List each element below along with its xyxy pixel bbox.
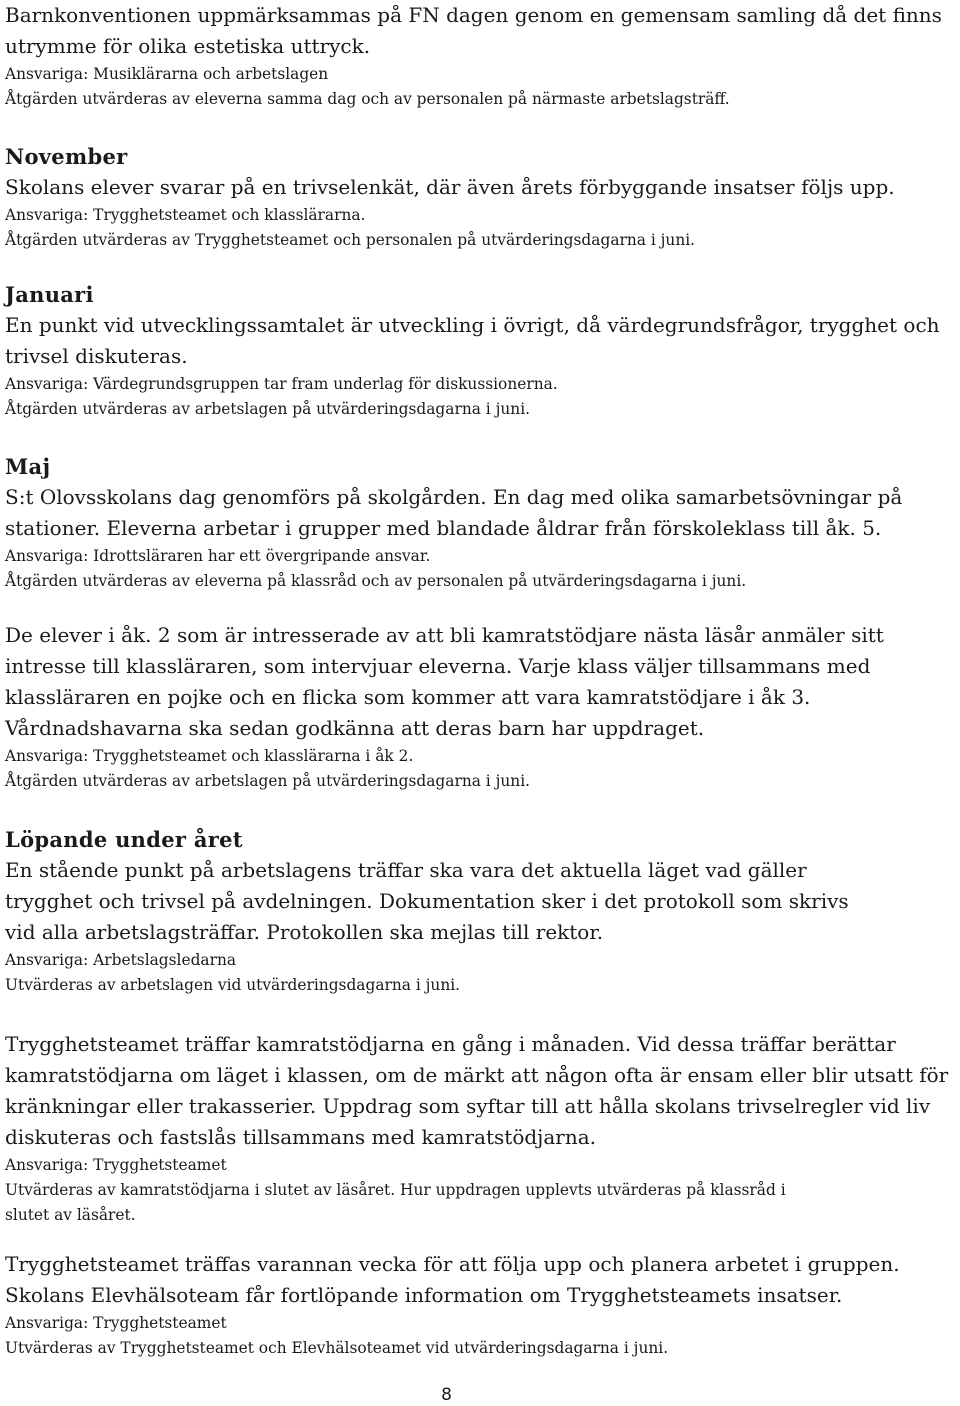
body-text-line: S:t Olovsskolans dag genomförs på skolgården. En dag med olika samarbetsövningar på bbox=[5, 485, 903, 509]
section-januari bbox=[5, 280, 955, 422]
section-heading: Januari bbox=[5, 282, 94, 307]
body-text-line: En stående punkt på arbetslagens träffar ska vara det aktuella läget vad gäller bbox=[5, 858, 807, 882]
evaluation-text: Åtgärden utvärderas av arbetslagen på utvärderingsdagarna i juni. bbox=[5, 772, 531, 790]
section-team-followup bbox=[5, 1249, 955, 1361]
responsible-text: Ansvariga: Idrottsläraren har ett övergripande ansvar. bbox=[5, 547, 431, 565]
section-heading: Maj bbox=[5, 454, 51, 479]
body-text-line: intresse till klassläraren, som intervjuar eleverna. Varje klass väljer tillsammans med bbox=[5, 654, 871, 678]
evaluation-text: Utvärderas av arbetslagen vid utvärderingsdagarna i juni. bbox=[5, 976, 461, 994]
evaluation-text: Utvärderas av kamratstödjarna i slutet av läsåret. Hur uppdragen upplevts utvärderas på klassråd i bbox=[5, 1181, 786, 1199]
responsible-text: Ansvariga: Musiklärarna och arbetslagen bbox=[5, 65, 329, 83]
section-november bbox=[5, 142, 955, 253]
page-number: 8 bbox=[441, 1385, 452, 1405]
evaluation-text: Åtgärden utvärderas av arbetslagen på utvärderingsdagarna i juni. bbox=[5, 400, 531, 418]
body-text-line: Skolans elever svarar på en trivselenkät, där även årets förbyggande insatser följs upp. bbox=[5, 175, 895, 199]
section-heading: November bbox=[5, 144, 128, 169]
body-text-line: Vårdnadshavarna ska sedan godkänna att deras barn har uppdraget. bbox=[5, 716, 705, 740]
body-text-line: stationer. Eleverna arbetar i grupper med blandade åldrar från förskoleklass till åk. 5. bbox=[5, 516, 882, 540]
body-text-line: diskuteras och fastslås tillsammans med kamratstödjarna. bbox=[5, 1125, 597, 1149]
body-text-line: utrymme för olika estetiska uttryck. bbox=[5, 34, 371, 58]
section-heading: Löpande under året bbox=[5, 827, 243, 852]
body-text-line: Skolans Elevhälsoteam får fortlöpande information om Trygghetsteamets insatser. bbox=[5, 1283, 843, 1307]
responsible-text: Ansvariga: Trygghetsteamet och klasslärarna. bbox=[5, 206, 366, 224]
evaluation-text: Åtgärden utvärderas av Trygghetsteamet och personalen på utvärderingsdagarna i juni. bbox=[5, 231, 696, 249]
section-maj bbox=[5, 452, 955, 594]
body-text-line: Trygghetsteamet träffas varannan vecka för att följa upp och planera arbetet i gruppen. bbox=[5, 1252, 900, 1276]
responsible-text: Ansvariga: Trygghetsteamet bbox=[5, 1314, 227, 1332]
body-text-line: kamratstödjarna om läget i klassen, om de märkt att någon ofta är ensam eller blir utsatt för bbox=[5, 1063, 949, 1087]
evaluation-text: Åtgärden utvärderas av eleverna samma dag och av personalen på närmaste arbetslagsträff. bbox=[5, 90, 730, 108]
evaluation-text: slutet av läsåret. bbox=[5, 1206, 136, 1224]
body-text-line: De elever i åk. 2 som är intresserade av att bli kamratstödjare nästa läsår anmäler sitt bbox=[5, 623, 884, 647]
body-text-line: trygghet och trivsel på avdelningen. Dokumentation sker i det protokoll som skrivs bbox=[5, 889, 849, 913]
body-text-line: vid alla arbetslagsträffar. Protokollen ska mejlas till rektor. bbox=[5, 920, 604, 944]
responsible-text: Ansvariga: Trygghetsteamet och klasslärarna i åk 2. bbox=[5, 747, 414, 765]
body-text-line: trivsel diskuteras. bbox=[5, 344, 188, 368]
evaluation-text: Utvärderas av Trygghetsteamet och Elevhälsoteamet vid utvärderingsdagarna i juni. bbox=[5, 1339, 669, 1357]
body-text-line: kränkningar eller trakasserier. Uppdrag som syftar till att hålla skolans trivselregler vid liv bbox=[5, 1094, 931, 1118]
responsible-text: Ansvariga: Trygghetsteamet bbox=[5, 1156, 227, 1174]
evaluation-text: Åtgärden utvärderas av eleverna på klassråd och av personalen på utvärderingsdagarna i juni. bbox=[5, 572, 747, 590]
section-intro bbox=[5, 0, 955, 112]
body-text-line: klassläraren en pojke och en flicka som kommer att vara kamratstödjare i åk 3. bbox=[5, 685, 811, 709]
responsible-text: Ansvariga: Arbetslagsledarna bbox=[5, 951, 237, 969]
body-text-line: Barnkonventionen uppmärksammas på FN dagen genom en gemensam samling då det finns bbox=[5, 3, 942, 27]
section-lopande bbox=[5, 825, 955, 998]
body-text-line: En punkt vid utvecklingssamtalet är utveckling i övrigt, då värdegrundsfrågor, trygghet och bbox=[5, 313, 940, 337]
section-kamratstod bbox=[5, 620, 955, 794]
responsible-text: Ansvariga: Värdegrundsgruppen tar fram underlag för diskussionerna. bbox=[5, 375, 558, 393]
section-team-meetings bbox=[5, 1029, 955, 1228]
body-text-line: Trygghetsteamet träffar kamratstödjarna en gång i månaden. Vid dessa träffar berättar bbox=[5, 1032, 896, 1056]
